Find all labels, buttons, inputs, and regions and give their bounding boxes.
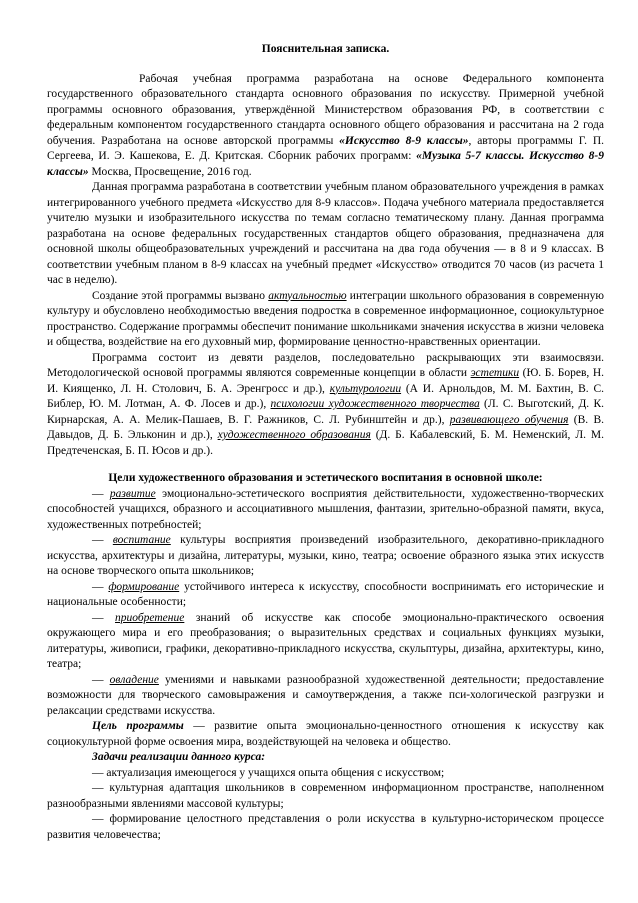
text-run: приобретение [115, 611, 185, 624]
text-run: (Ю. Б. Борев, Н. И. Киященко, Л. Н. Столович, Б. А. Эренгросс и др.), [47, 367, 605, 395]
text-run: Москва, Просвещение, 2016 год. [88, 165, 252, 178]
text-run: — актуализация имеющегося у учащихся опыта общения с искусством; [92, 766, 445, 779]
task-item [47, 812, 604, 843]
task-item [47, 781, 604, 812]
text-run: (Д. Б. Кабалевский, Б. М. Неменский, Л. М. Предтеченская, Б. П. Юсов и др.). [47, 429, 604, 457]
text-run: эстетики [470, 367, 520, 379]
intro-section [47, 72, 604, 460]
text-run: овладение [109, 673, 159, 686]
text-run: Данная программа разработана в соответствии учебным планом образовательного учреждения в рамках интегрированного учебного предмета «Искусство для 8-9 классов». Подача учебного материала предоставляется учителю музыки и изобразительного искусства по темам согласно тематическому плану. Данная программа разработана на основе федеральных государственных стандартов общего образования, предназначена для основной школы общеобразовательных учреждений и рассчитана на два года обучения — в 8 и 9 классах. В соответствии учебным планом в 8-9 классах на учебный предмет «Искусство» отводится 70 часов (из расчета 1 час в неделю). [47, 181, 604, 286]
goals-list [47, 487, 604, 751]
text-run: устойчивого интереса к искусству, способности воспринимать его исторические и национальные особенности; [47, 580, 604, 608]
text-run: — [92, 580, 109, 593]
tasks-heading: Задачи реализации данного курса: [92, 751, 266, 763]
text-run: воспитание [112, 534, 171, 546]
text-run: развивающего обучения [449, 413, 569, 426]
text-run: Программа состоит из девяти разделов, последовательно раскрывающих эти взаимосвязи. Методологической основой программы являются современные концепции в области [47, 351, 604, 379]
text-run: Цель программы [92, 720, 184, 732]
text-run: — [92, 487, 110, 500]
text-run: художественного образования [217, 429, 371, 441]
goal-item [47, 533, 604, 580]
text-run: — [92, 534, 113, 546]
tasks-list [47, 766, 604, 844]
text-run: эмоционально-эстетического восприятия действительности, художественно-творческих способностей учащихся, образного и ассоциативного мышления, фантазии, зрительно-образной памяти, вкуса, художественных потребностей; [47, 487, 605, 531]
goal-item [47, 719, 604, 750]
text-run: культуры восприятия произведений изобразительного, декоративно-прикладного искусства, архитектуры и дизайна, литературы, музыки, кино, театра; освоение образного языка этих искусств на основе творческого опыта школьников; [47, 534, 604, 577]
body-paragraph [47, 289, 604, 351]
text-run: формирование [108, 580, 180, 593]
text-run: — формирование целостного представления о роли искусства в культурно-историческом процессе развития человечества; [47, 813, 604, 841]
body-paragraph [47, 72, 604, 181]
text-run: знаний об искусстве как способе эмоционально-практического освоения окружающего мира и его преобразования; о выразительных средствах и социальных функциях музыки, литературы, живописи, графики, декоративно-прикладного искусства, скульптуры, дизайна, архитектуры, кино, театра; [47, 611, 604, 670]
text-run: «Искусство 8-9 классы» [339, 134, 469, 147]
text-run: умениями и навыками разнообразной художественной деятельности; предоставление возможности для творческого самовыражения и самоутверждения, а также пси-хологической разгрузки и релаксации средствами искусства. [47, 673, 604, 717]
text-run: Рабочая учебная программа разработана на основе Федерального компонента государственного образовательного стандарта основного образования по искусству. Примерной учебной программы основного образования, утверждённой Министерством образования РФ, в соответствии с федеральным компонентом государственного стандарта основного общего образования и рассчитана на 2 года обучения. Разработана на основе авторской программы [47, 72, 604, 147]
text-run: — развитие опыта эмоционально-ценностного отношения к искусству как социокультурной форме освоения мира, воздействующей на человека и общество. [47, 720, 605, 748]
text-run: , авторы программы Г. П. Сергеева, И. Э. Кашекова, Е. Д. Критская. Сборник рабочих программ: [47, 134, 605, 162]
body-paragraph [47, 180, 604, 289]
text-run: (А И. Арнольдов, М. М. Бахтин, В. С. Библер, Ю. М. Лотман, А. Ф. Лосев и др.), [47, 382, 604, 410]
text-run: — культурная адаптация школьников в современном информационном пространстве, наполненном разнообразными явлениями массовой культуры; [47, 782, 604, 810]
text-run: развитие [109, 487, 156, 500]
goal-item [47, 580, 604, 611]
goal-item [47, 487, 604, 534]
task-item [47, 766, 604, 782]
text-run: Создание этой программы вызвано [92, 289, 269, 302]
text-run: интеграции школьного образования в современную культуру и обусловлено необходимостью введения подростка в современное информационное, социокультурное пространство. Содержание программы обеспечит понимание школьниками значения искусства в жизни человека и общества, воздействие на его духовный мир, формирование ценностно-нравственных ориентации. [47, 289, 604, 348]
text-run: (В. В. Давыдов, Д. Б. Эльконин и др.), [47, 413, 604, 441]
text-run: «Музыка 5-7 классы. Искусство 8-9 классы» [47, 150, 604, 178]
text-run: — [92, 611, 116, 624]
document-title: Пояснительная записка. [261, 43, 390, 55]
text-run: культурологии [329, 382, 402, 395]
text-run: (Л. С. Выготский, Д. К. Кирнарская, А. А. Мелик-Пашаев, В. Г. Ражников, С. Л. Рубинштейн и др.), [47, 398, 605, 426]
goal-item [47, 673, 604, 720]
body-paragraph [47, 351, 604, 460]
goals-heading: Цели художественного образования и эстетического воспитания в основной школе: [108, 472, 543, 484]
text-run: актуальностью [268, 289, 347, 302]
goal-item [47, 611, 604, 673]
text-run: — [92, 673, 110, 686]
text-run: психологии художественного творчества [270, 398, 480, 410]
